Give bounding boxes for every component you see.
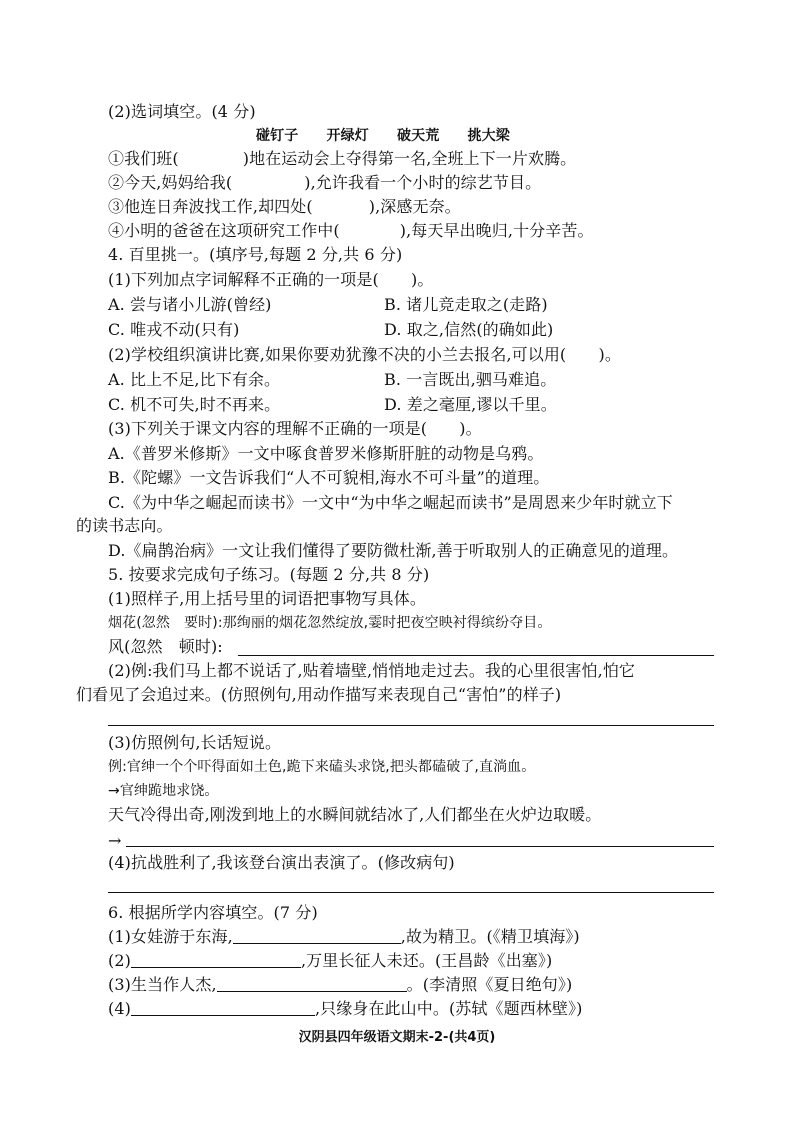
q4-1-stem: (1)下列加点字词解释不正确的一项是( )。 [108,270,434,289]
q4-3-option-c: C.《为中华之崛起而读书》一文中“为中华之崛起而读书”是周恩来少年时就立下 [108,493,673,512]
poem-item-3: (3)生当作人杰, 。(李清照《夏日绝句》) [108,975,573,994]
answer-line[interactable] [108,892,714,893]
q3-2-heading: (2)选词填空。(4 分) [108,102,256,121]
answer-blank[interactable] [233,927,401,944]
answer-blank[interactable] [217,975,407,992]
q5-1-prompt: 风(忽然 顿时): [108,637,223,656]
q5-2-line1: (2)例:我们马上都不说话了,贴着墙壁,悄悄地走过去。我的心里很害怕,怕它 [108,661,636,680]
q4-3-option-b: B.《陀螺》一文告诉我们“人不可貌相,海水不可斗量”的道理。 [108,468,550,487]
q4-2-option-d: D. 差之毫厘,谬以千里。 [384,395,557,414]
answer-blank[interactable] [131,999,315,1016]
q5-4-stem: (4)抗战胜利了,我该登台演出表演了。(修改病句) [108,853,455,872]
fill-item-2: ②今天,妈妈给我( ),允许我看一个小时的综艺节目。 [108,173,542,192]
fill-item-3: ③他连日奔波找工作,却四处( ),深感无奈。 [108,197,461,216]
q4-2-option-a: A. 比上不足,比下有余。 [108,370,281,389]
q4-2-option-b: B. 一言既出,驷马难追。 [384,370,557,389]
word-options: 碰钉子 开绿灯 破天荒 挑大梁 [256,128,510,144]
answer-line[interactable] [108,725,714,726]
q4-1-option-d: D. 取之,信然(的确如此) [384,320,554,339]
poem-item-2: (2) ,万里长征人未还。(王昌龄《出塞》) [108,951,553,970]
q5-3-task: 天气冷得出奇,刚泼到地上的水瞬间就结冰了,人们都坐在火炉边取暖。 [108,805,602,824]
q5-1-stem: (1)照样子,用上括号里的词语把事物写具体。 [108,589,426,608]
q5-3-stem: (3)仿照例句,长话短说。 [108,733,282,752]
arrow-marker: → [108,831,122,850]
q5-3-example: 例:官绅一个个吓得面如土色,跪下来磕头求饶,把头都磕破了,直淌血。 [108,759,536,775]
q5-2-line2: 们看见了会追过来。(仿照例句,用动作描写来表现自己“害怕”的样子) [76,685,562,704]
poem-item-4: (4) ,只缘身在此山中。(苏轼《题西林壁》) [108,999,583,1018]
q4-2-stem: (2)学校组织演讲比赛,如果你要劝犹豫不决的小兰去报名,可以用( )。 [108,345,621,364]
q4-1-option-a: A. 尝与诸小儿游(曾经) [108,295,272,314]
q4-3-option-a: A.《普罗米修斯》一文中啄食普罗米修斯肝脏的动物是乌鸦。 [108,444,544,463]
q5-3-example-answer: →官绅跪地求饶。 [108,783,219,799]
fill-item-4: ④小明的爸爸在这项研究工作中( ),每天早出晚归,十分辛苦。 [108,221,594,240]
q4-2-option-c: C. 机不可失,时不再来。 [108,395,281,414]
q4-1-option-b: B. 诸儿竞走取之(走路) [384,295,548,314]
q5-heading: 5. 按要求完成句子练习。(每题 2 分,共 8 分) [108,565,430,584]
q5-1-example: 烟花(忽然 要时):那绚丽的烟花忽然绽放,霎时把夜空映衬得缤纷夺目。 [108,615,552,631]
fill-item-1: ①我们班( )地在运动会上夺得第一名,全班上下一片欢腾。 [108,149,577,168]
answer-blank[interactable] [131,951,301,968]
poem-item-1: (1)女娃游于东海, ,故为精卫。(《精卫填海》) [108,927,580,946]
page-footer: 汉阴县四年级语文期末-2-(共4页) [298,1030,496,1045]
answer-line[interactable] [238,655,714,656]
q4-3-option-d: D.《扁鹊治病》一文让我们懂得了要防微杜渐,善于听取别人的正确意见的道理。 [108,541,679,560]
q4-1-option-c: C. 唯戎不动(只有) [108,320,240,339]
q4-3-option-c-cont: 的读书志向。 [76,516,173,535]
q4-heading: 4. 百里挑一。(填序号,每题 2 分,共 6 分) [108,245,403,264]
q4-3-stem: (3)下列关于课文内容的理解不正确的一项是( )。 [108,419,482,438]
q6-heading: 6. 根据所学内容填空。(7 分) [108,903,318,922]
answer-line[interactable] [126,846,714,847]
